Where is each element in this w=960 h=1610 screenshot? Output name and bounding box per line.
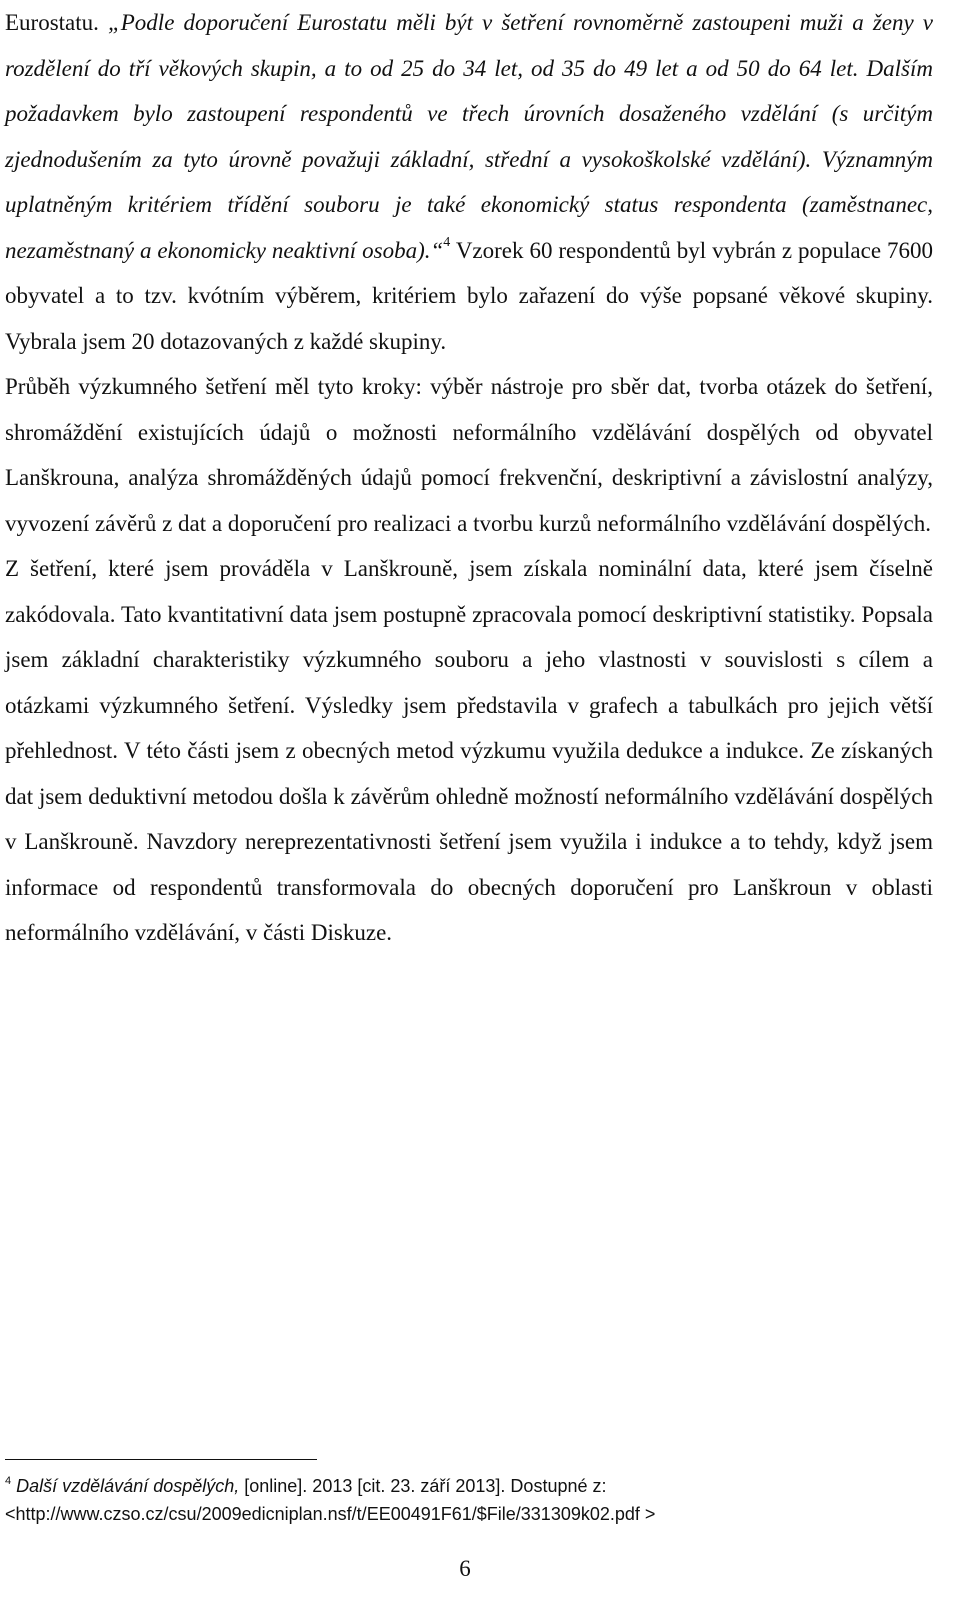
- footnote-line-1: [5, 1472, 935, 1500]
- paragraph-research-steps: Průběh výzkumného šetření měl tyto kroky: výběr nástroje pro sběr dat, tvorba otázek do šetření, shromáždění existujících údajů o možnosti neformálního vzdělávání dospělých od obyvatel Lanškrouna, analýza shromážděných údajů pomocí frekvenční, deskriptivní a závislostní analýzy, vyvození závěrů z dat a doporučení pro realizaci a tvorbu kurzů neformálního vzdělávání dospělých.: [5, 374, 933, 536]
- page-number: 6: [459, 1556, 471, 1581]
- footnote: [5, 1472, 935, 1528]
- paragraph-rest: Vzorek 60 respondentů byl vybrán z populace 7600 obyvatel a to tzv. kvótním výběrem, kritériem bylo zařazení do výše popsané věkové skupiny. Vybrala jsem 20 dotazovaných z každé skupiny.: [5, 237, 933, 354]
- footnote-url[interactable]: <http://www.czso.cz/csu/2009edicniplan.nsf/t/EE00491F61/$File/331309k02.pdf >: [5, 1504, 656, 1524]
- footnote-title: Další vzdělávání dospělých,: [16, 1476, 240, 1496]
- eurostat-quote: „Podle doporučení Eurostatu měli být v šetření rovnoměrně zastoupeni muži a ženy v rozdělení do tří věkových skupin, a to od 25 do 34 let, od 35 do 49 let a od 50 do 64 let. Dalším požadavkem bylo zastoupení respondentů ve třech úrovních dosaženého vzdělání (s určitým zjednodušením za tyto úrovně považuji základní, střední a vysokoškolské vzdělání). Významným uplatněným kritériem třídění souboru je také ekonomický status respondenta (zaměstnanec, nezaměstnaný a ekonomicky neaktivní osoba).“: [5, 10, 933, 263]
- footnote-separator: [5, 1459, 317, 1460]
- paragraph-sampling: [5, 0, 933, 364]
- footnote-reference[interactable]: 4: [443, 234, 451, 250]
- footnote-citation: [online]. 2013 [cit. 23. září 2013]. Dostupné z:: [239, 1476, 607, 1496]
- paragraph-methods: Z šetření, které jsem prováděla v Lanškrouně, jsem získala nominální data, které jsem číselně zakódovala. Tato kvantitativní data jsem postupně zpracovala pomocí deskriptivní statistiky. Popsala jsem základní charakteristiky výzkumného souboru a jeho vlastnosti v souvislosti s cílem a otázkami výzkumného šetření. Výsledky jsem představila v grafech a tabulkách pro jejich větší přehlednost. V této části jsem z obecných metod výzkumu využila dedukce a indukce. Ze získaných dat jsem deduktivní metodou došla k závěrům ohledně možností neformálního vzdělávání dospělých v Lanškrouně. Navzdory nereprezentativnosti šetření jsem využila i indukce a to tehdy, když jsem informace od respondentů transformovala do obecných doporučení pro Lanškroun v oblasti neformálního vzdělávání, v části Diskuze.: [5, 556, 933, 945]
- paragraph-lead: Eurostatu.: [5, 10, 108, 35]
- body-text: [5, 0, 933, 956]
- footnote-number: 4: [5, 1475, 12, 1487]
